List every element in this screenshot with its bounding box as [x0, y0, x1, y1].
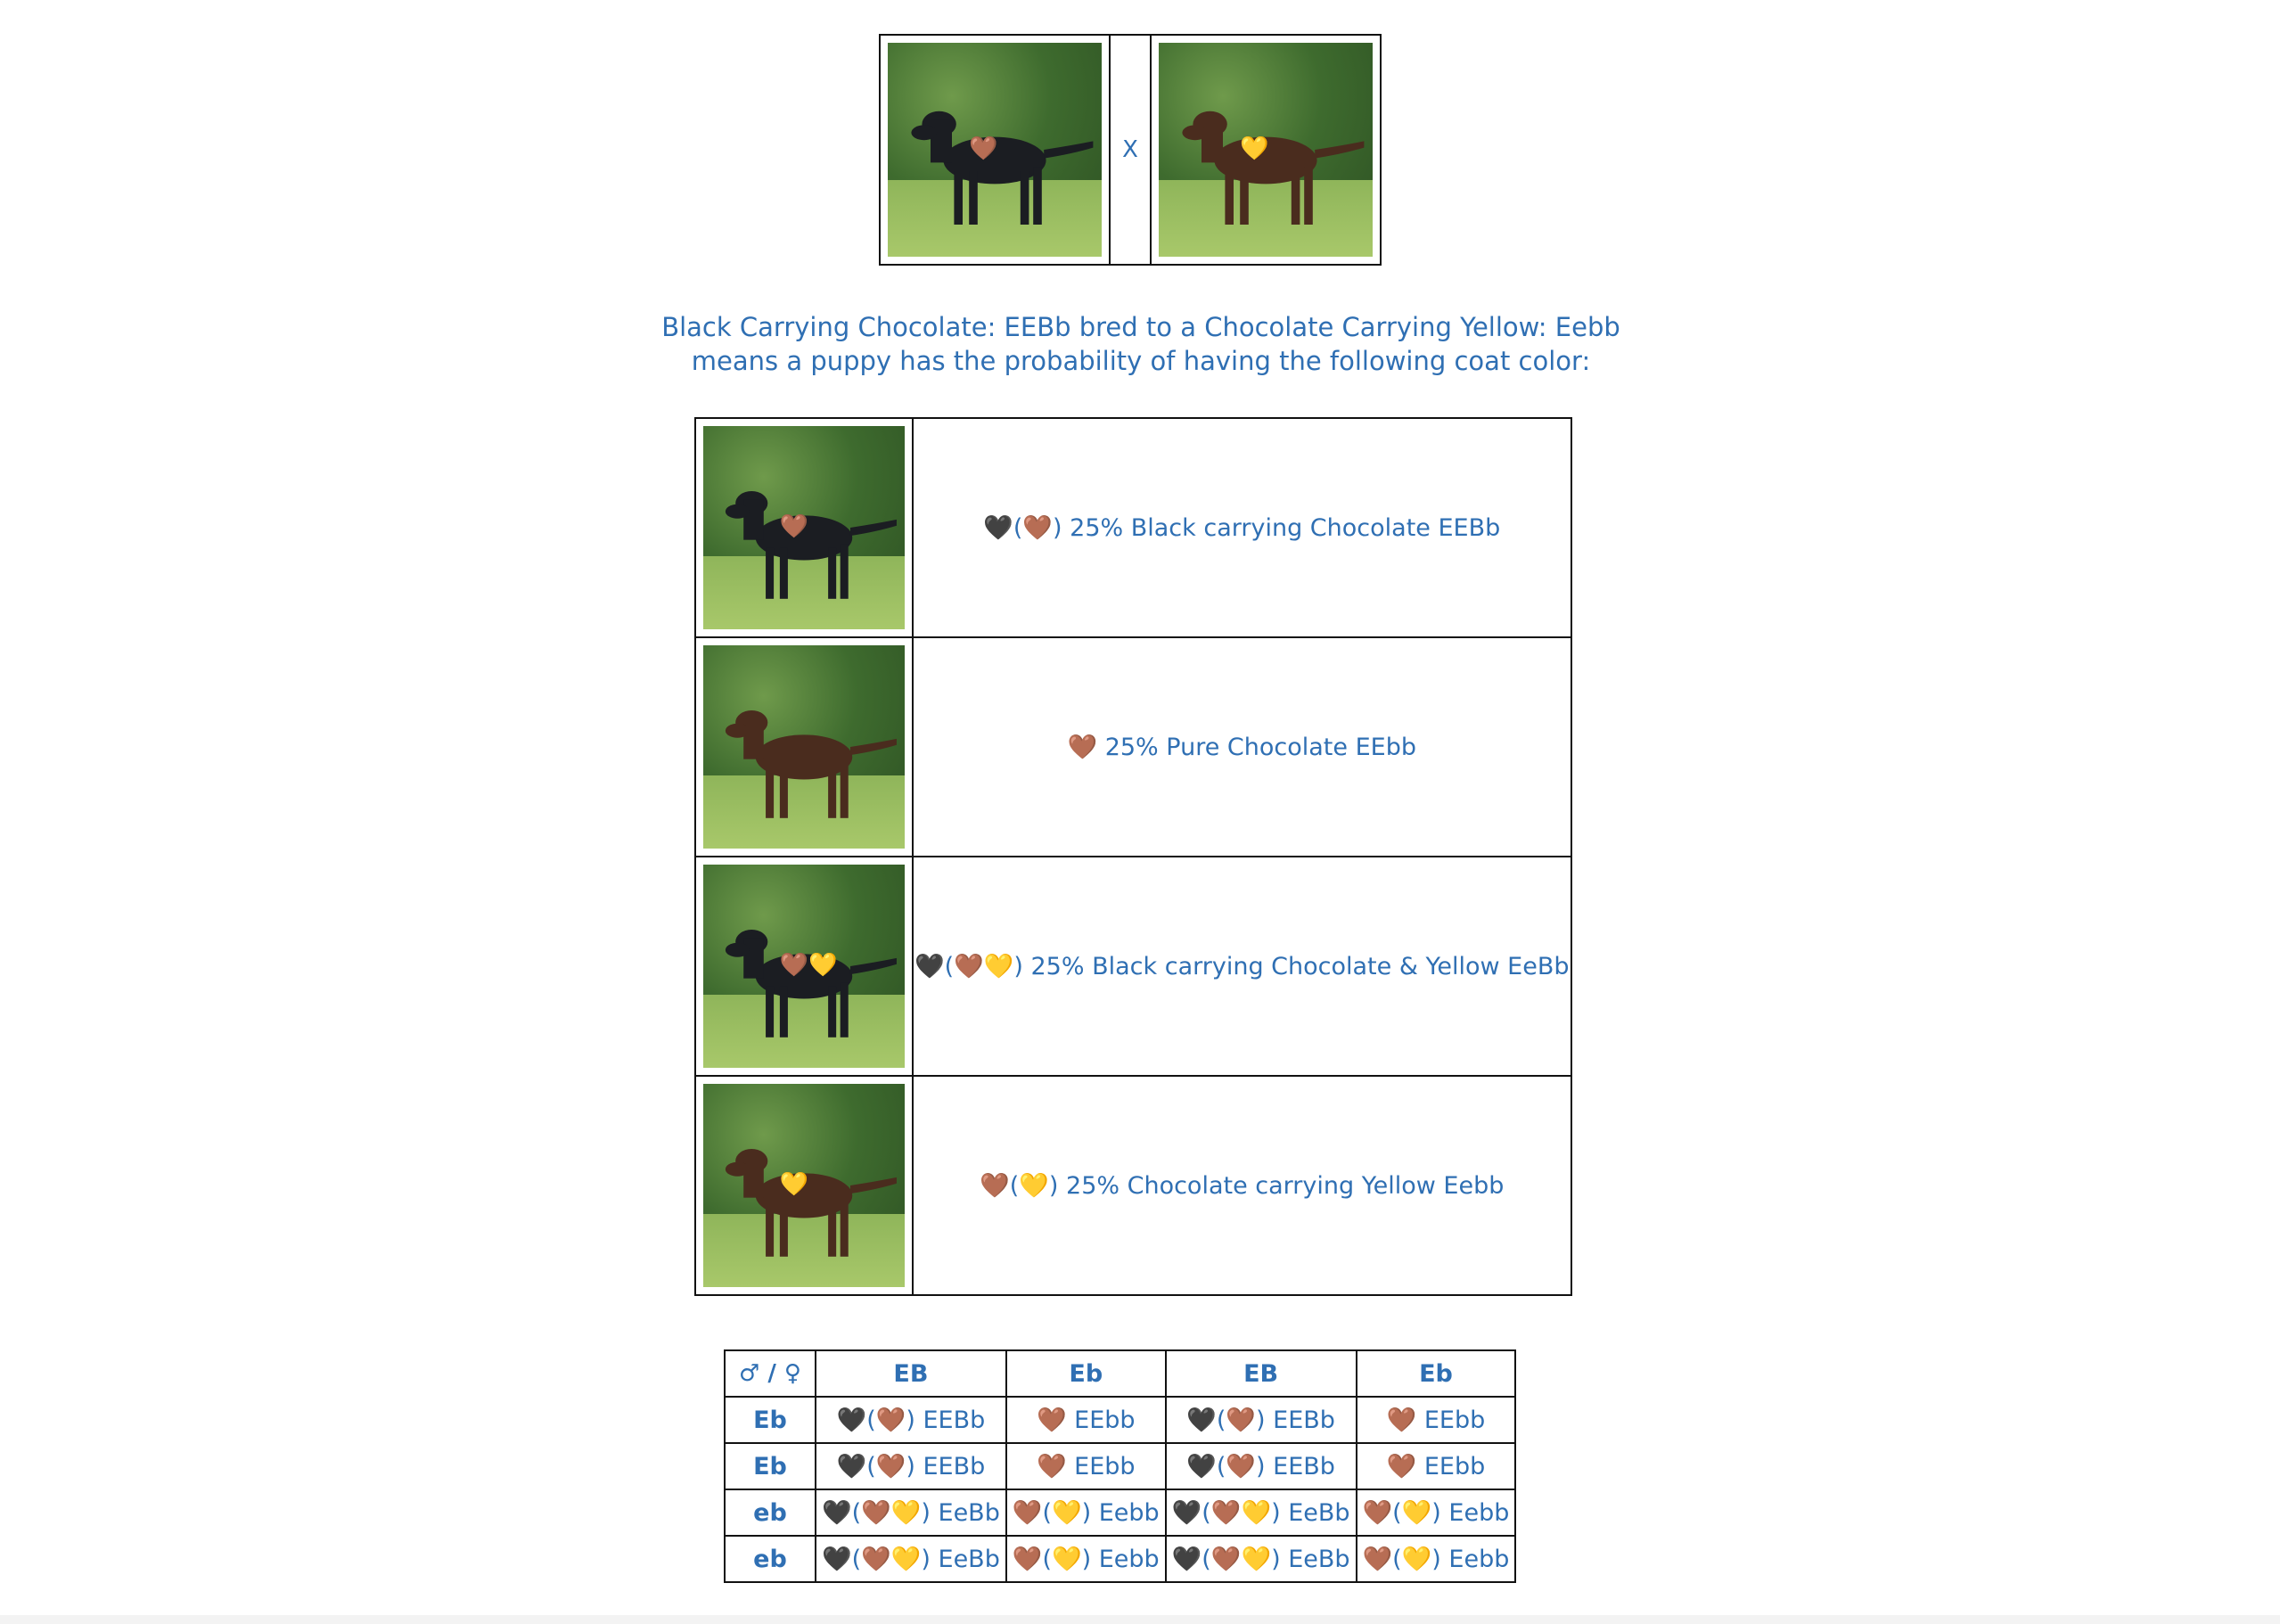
heart-badge-icon: 🤎	[779, 513, 809, 541]
punnett-col-header: EB	[1166, 1350, 1357, 1397]
heart-badge-icon: 💛	[1240, 135, 1269, 162]
outcome-row	[695, 418, 1571, 637]
punnett-cell: 🤎 EEbb	[1006, 1443, 1166, 1489]
punnett-row-header: Eb	[725, 1397, 816, 1443]
dog-body-part	[780, 987, 788, 1038]
punnett-cell: 🤎(💛) Eebb	[1006, 1536, 1166, 1582]
punnett-cell: 🤎(💛) Eebb	[1357, 1536, 1516, 1582]
outcome-photo-cell	[695, 1076, 913, 1295]
black-lab-photo	[888, 43, 1102, 257]
dog-body-part	[743, 938, 764, 979]
punnett-cell: 🤎(💛) Eebb	[1006, 1489, 1166, 1536]
punnett-row-header: eb	[725, 1536, 816, 1582]
outcome-label: 🖤(🤎💛) 25% Black carrying Chocolate & Yellow EeBb	[913, 857, 1571, 1076]
punnett-row	[725, 1443, 1515, 1489]
dog-body-part	[828, 548, 836, 599]
outcome-photo-cell	[695, 637, 913, 857]
dog-body-part	[1033, 167, 1042, 225]
sire-photo-cell	[880, 35, 1110, 265]
punnett-cell: 🤎 EEbb	[1357, 1397, 1516, 1443]
outcome-row	[695, 857, 1571, 1076]
punnett-cell: 🖤(🤎) EEBb	[816, 1397, 1006, 1443]
outcome-photo-cell	[695, 418, 913, 637]
dog-body-part	[726, 724, 750, 738]
dog-body-part	[841, 544, 849, 599]
outcome-row	[695, 637, 1571, 857]
outcome-photo	[703, 645, 905, 849]
dam-photo-cell	[1151, 35, 1381, 265]
dog-body-part	[1044, 141, 1093, 158]
dog-body-part	[780, 1206, 788, 1257]
dog-body-part	[841, 1202, 849, 1257]
page-bottom-edge	[0, 1615, 2280, 1624]
dog-body-part	[850, 520, 897, 536]
dog-body-part	[969, 171, 978, 225]
punnett-row	[725, 1489, 1515, 1536]
outcome-label: 🤎 25% Pure Chocolate EEbb	[913, 637, 1571, 857]
dog-body-part	[766, 1206, 774, 1257]
dog-body-part	[766, 767, 774, 818]
dog-body-part	[1292, 171, 1300, 225]
cross-symbol: X	[1110, 35, 1151, 265]
dog-body-part	[911, 125, 937, 140]
dog-body-part	[1021, 171, 1029, 225]
punnett-cell: 🤎 EEbb	[1006, 1397, 1166, 1443]
punnett-cell: 🖤(🤎💛) EeBb	[816, 1536, 1006, 1582]
dog-body-part	[1225, 171, 1234, 225]
punnett-col-header: Eb	[1006, 1350, 1166, 1397]
dog-body-part	[1240, 171, 1249, 225]
dog-body-part	[726, 504, 750, 519]
labrador-dog-icon	[703, 645, 905, 849]
outcome-photo	[703, 865, 905, 1068]
punnett-cell: 🤎(💛) Eebb	[1357, 1489, 1516, 1536]
chocolate-lab-photo	[1159, 43, 1373, 257]
punnett-col-header: EB	[816, 1350, 1006, 1397]
outcome-photo	[703, 426, 905, 629]
punnett-col-header: Eb	[1357, 1350, 1516, 1397]
punnett-cell: 🖤(🤎💛) EeBb	[1166, 1489, 1357, 1536]
punnett-row	[725, 1397, 1515, 1443]
dog-body-part	[743, 1157, 764, 1198]
dog-body-part	[766, 548, 774, 599]
outcome-label: 🤎(💛) 25% Chocolate carrying Yellow Eebb	[913, 1076, 1571, 1295]
heart-badge-icon: 🤎	[969, 135, 998, 162]
punnett-header-row	[725, 1350, 1515, 1397]
outcome-photo-cell	[695, 857, 913, 1076]
dog-body-part	[954, 171, 963, 225]
parents-table	[879, 34, 1382, 266]
dog-body-part	[1304, 167, 1313, 225]
punnett-square	[724, 1349, 1516, 1583]
cross-description-line1: Black Carrying Chocolate: EEBb bred to a Chocolate Carrying Yellow: Eebb	[661, 312, 1620, 342]
outcomes-table	[694, 417, 1572, 1296]
dog-body-part	[726, 943, 750, 957]
dog-body-part	[841, 982, 849, 1038]
outcome-photo	[703, 1084, 905, 1287]
punnett-row-header: Eb	[725, 1443, 816, 1489]
dog-body-part	[743, 718, 764, 759]
dog-body-part	[841, 763, 849, 818]
sex-symbols-corner: ♂ / ♀	[725, 1350, 816, 1397]
punnett-cell: 🖤(🤎) EEBb	[1166, 1443, 1357, 1489]
punnett-cell: 🖤(🤎) EEBb	[816, 1443, 1006, 1489]
punnett-row-header: eb	[725, 1489, 816, 1536]
dog-body-part	[850, 739, 897, 755]
punnett-cell: 🖤(🤎💛) EeBb	[816, 1489, 1006, 1536]
dog-body-part	[1202, 119, 1223, 162]
cross-description-line2: means a puppy has the probability of having the following coat color:	[691, 346, 1591, 376]
heart-badge-icon: 🤎💛	[779, 952, 838, 980]
dog-body-part	[780, 767, 788, 818]
dog-body-part	[931, 119, 952, 162]
dog-body-part	[743, 499, 764, 540]
dog-body-part	[828, 987, 836, 1038]
dog-body-part	[766, 987, 774, 1038]
dog-body-part	[726, 1162, 750, 1177]
outcome-row	[695, 1076, 1571, 1295]
punnett-cell: 🖤(🤎💛) EeBb	[1166, 1536, 1357, 1582]
heart-badge-icon: 💛	[779, 1171, 809, 1199]
dog-body-part	[780, 548, 788, 599]
punnett-cell: 🖤(🤎) EEBb	[1166, 1397, 1357, 1443]
dog-body-part	[828, 767, 836, 818]
punnett-cell: 🤎 EEbb	[1357, 1443, 1516, 1489]
dog-body-part	[1182, 125, 1208, 140]
cross-description	[624, 310, 1658, 378]
dog-body-part	[850, 958, 897, 974]
punnett-row	[725, 1536, 1515, 1582]
dog-body-part	[850, 1177, 897, 1193]
dog-body-part	[1315, 141, 1364, 158]
outcome-label: 🖤(🤎) 25% Black carrying Chocolate EEBb	[913, 418, 1571, 637]
dog-body-part	[828, 1206, 836, 1257]
